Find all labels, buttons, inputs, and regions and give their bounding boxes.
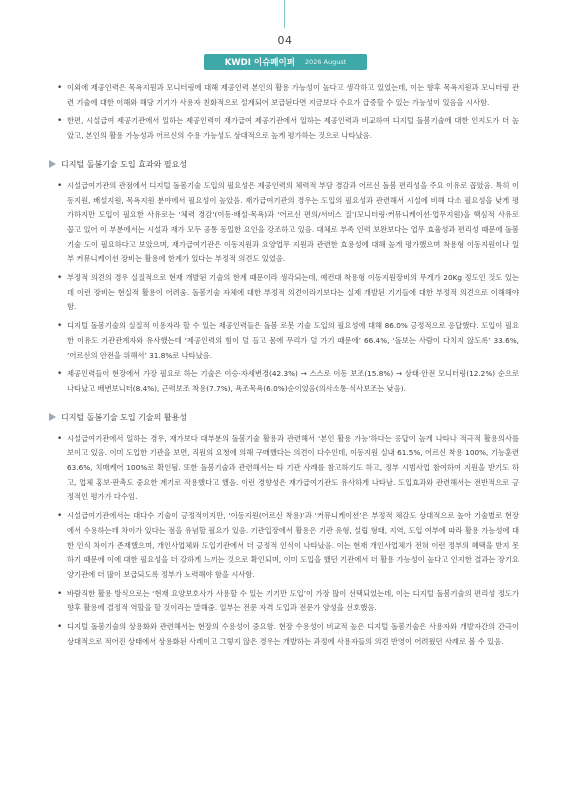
- section-bullet: [57, 620, 519, 649]
- triangle-icon: [49, 160, 56, 168]
- triangle-icon: [49, 413, 56, 421]
- header-divider-line: [284, 0, 285, 28]
- bullet-text: 한편, 시설급여 제공기관에서 일하는 제공인력이 재가급여 제공기관에서 일하는 제공인력과 비교하여 디지털 돌봄기술에 대한 인지도가 더 높았고, 본인의 활용 가능성과 어르신의 수용 가능성도 상대적으로 높게 평가하는 것으로 나타났음.: [67, 116, 519, 141]
- bullet-text: 바람직한 활용 방식으로는 ‘현재 요양보호사가 사용할 수 있는 기기만 도입’이 가장 많이 선택되었는데, 이는 디지털 돌봄기술의 편리성 정도가 향후 활용에 결정적 역할을 할 것이라는 말해줌. 일부는 전문 자격 도입과 전문가 양성을 선호했음.: [67, 588, 519, 613]
- section-bullet-list: [57, 179, 519, 397]
- bullet-text: 부정적 의견의 경우 실질적으로 현재 개발된 기술의 한계 때문이라 생각되는데, 예컨대 착용형 이동지원장비의 무게가 20Kg 정도인 것도 있는데 이런 장비는 현실적 활용이 어려움. 돌봄기술 자체에 대한 부정적 의견이라기보다는 실제 개발된 기기들에 대한 부정적 의견으로 이해해야 함.: [67, 273, 519, 312]
- bullet-dot-icon: •: [57, 180, 63, 191]
- section-bullet: [57, 432, 519, 506]
- section-bullet: [57, 319, 519, 363]
- intro-bullet-list: [57, 81, 519, 144]
- intro-bullet: [57, 114, 519, 143]
- section-bullet: [57, 179, 519, 267]
- banner-date: 2026 August: [304, 58, 347, 66]
- bullet-dot-icon: •: [57, 83, 63, 93]
- page-body: [57, 81, 519, 654]
- bullet-text: 시설급여기관의 관점에서 디지털 돌봄기술 도입의 필요성은 제공인력의 체력적 부담 경감과 어르신 돌봄 편리성을 주요 이유로 꼽았음. 특히 이동지원, 배설지원, 목욕지원 분야에서 필요성이 높았음. 재가급여기관의 경우는 도입의 필요성과 관련해서 시설에 비해 다소 필요성을 낮게 평가하지만 도입이 필요한 사유로는 ‘체력 경감’(이동·배설·목욕)과 ‘어르신 편의/서비스 질’(모니터링·커뮤니케이션·업무지원)을 핵심적 사유로 꼽고 있어 이 부분에서는 시설과 재가 모두 공통 동일한 요인을 강조하고 있음. 대체로 부족 인력 보완보다는 업무 효율성과 편리성 때문에 돌봄기술 도이 필요하다고 보았으며, 재가급여기관은 이동지원과 요양업무 지원과 관련한 효용성에 대해 높게 평가했으며 착용형 이동지원이나 일부 커뮤니케이션 장비는 활용에 한계가 있다는 부정적 의견도 있었음.: [67, 180, 519, 264]
- bullet-text: 제공인력들이 현장에서 가장 필요로 하는 기술은 이승·자세변경(42.3%) → 스스로 이동 보조(15.8%) → 상태·안전 모니터링(12.2%) 순으로 나타났고 배변보니터(8.4%), 근력보조 착용(7.7%), 욕조목욕(6.0%)순이었음(의사소통·식사보조는 낮음).: [67, 369, 519, 393]
- bullet-dot-icon: •: [57, 321, 63, 332]
- bullet-text: 시설급여기관에서는 대다수 기술이 긍정적이지만, ‘이동지원(어르신 착용)’과 ‘커뮤니케이션’은 부정적 체감도 상대적으로 높아 기술별로 현장에서 수용하는데 차이가 있다는 점을 유념할 필요가 있음. 기관입장에서 활용은 기관 유형, 설립 형태, 지역, 도입 여부에 따라 활용 가능성에 대한 인식 차이가 존재했으며, 개인사업체와 도입기관에서 더 긍정적 인식이 나타났음. 이는 현재 개인사업체가 전혀 이런 정부의 혜택을 받지 못하기 때문에 이에 대한 필요성을 더 강하게 느끼는 것으로 확인되며, 이미 도입을 했던 기관에서 더 활용 가능성이 높다고 인지한 결과는 장기요양기관에 더 많이 보급되도록 정부가 노력해야 함을 시사함.: [67, 511, 519, 579]
- bullet-text: 디지털 돌봄기술의 상용화와 관련해서는 현장의 수용성이 중요함. 현장 수용성이 비교적 높은 디지털 돌봄기술은 사용자와 개발자간의 간극이 상대적으로 적어진 상태에서 상용화된 사례이고 그렇지 않은 경우는 개발하는 과정에 사용자들의 의견 반영이 어려웠던 사례로 볼 수 있음.: [67, 622, 519, 646]
- bullet-dot-icon: •: [57, 588, 63, 599]
- section-title: 디지털 돌봄기술 도입 기술의 활용성: [61, 412, 188, 422]
- issue-paper-banner: [204, 54, 367, 70]
- section-bullet: [57, 509, 519, 583]
- section-bullet: [57, 367, 519, 396]
- section-bullet-list: [57, 432, 519, 650]
- bullet-text: 이외에 제공인력은 목욕지원과 모니터링에 대해 제공인력 본인의 활용 가능성이 높다고 생각하고 있었는데, 이는 향후 목욕지원과 모니터링 관련 기술에 대한 이해와 해당 기기가 사용자 친화적으로 설계되어 보급된다면 지금보다 수요가 급증할 수 있는 가능성이 있음을 시사함.: [67, 83, 519, 107]
- page-number: 04: [277, 34, 293, 47]
- intro-bullet: [57, 81, 519, 110]
- bullet-dot-icon: •: [57, 116, 63, 127]
- bullet-text: 디지털 돌봄기술의 실질적 이용자라 할 수 있는 제공인력들은 돌봄 로봇 기술 도입의 필요성에 대해 86.0% 긍정적으로 응답했다. 도입이 필요한 이유도 기관관계자와 유사했는데 ‘제공인력의 힘이 덜 들고 몸에 무리가 덜 가기 때문에’ 66.4%, ‘돌보는 사람이 다치지 않도록’ 33.6%, ‘어르신의 안전을 위해서’ 31.8%로 나타났음.: [67, 321, 519, 360]
- section-bullet: [57, 587, 519, 616]
- section-heading-effects: [49, 159, 519, 170]
- section-bullet: [57, 271, 519, 315]
- section-heading-usability: [49, 412, 519, 423]
- bullet-dot-icon: •: [57, 273, 63, 284]
- section-title: 디지털 돌봄기술 도입 효과와 필요성: [61, 159, 188, 169]
- bullet-dot-icon: •: [57, 622, 63, 633]
- banner-title: KWDI 이슈페이퍼: [224, 58, 295, 68]
- bullet-dot-icon: •: [57, 369, 63, 380]
- bullet-dot-icon: •: [57, 511, 63, 522]
- bullet-dot-icon: •: [57, 433, 63, 444]
- bullet-text: 시설급여기관에서 일하는 경우, 재가보다 대부분의 돌봄기술 활용과 관련해서 ‘본인 활용 가능’하다는 응답이 높게 나타나 적극적 활용의사를 보이고 있음. 이미 도입한 기관을 보면, 직원의 요청에 의해 구매했다는 의견이 다수인데, 이동지원 실내 61.5%, 어르신 착용 100%, 기능훈련 63.6%, 치매케어 100%로 확인됨. 또한 돌봄기술과 관련해서는 타 기관 사례를 참고하기도 하고, 정부 시범사업 참여하여 지원을 받기도 하고, 업체 홍보·판촉도 중요한 계기로 작용했다고 했음. 이런 경향성은 재가급여기관도 유사하게 나타남. 도입효과와 관련해서는 전반적으로 긍정적인 평가가 다수임.: [67, 433, 519, 502]
